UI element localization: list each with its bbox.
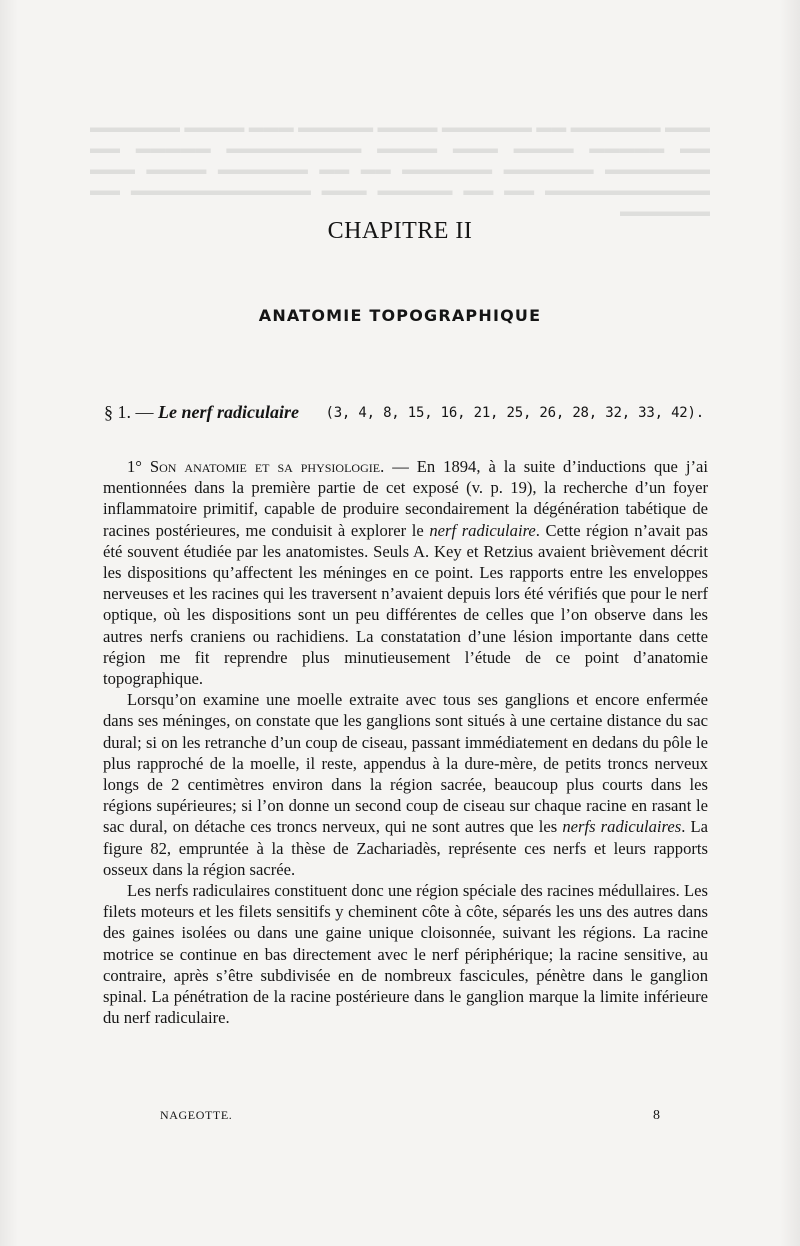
chapter-title: CHAPITRE II — [327, 218, 473, 244]
heading-references: (3, 4, 8, 15, 16, 21, 25, 26, 28, 32, 33, 42). — [325, 405, 704, 421]
paragraph-3: Les nerfs radiculaires constituent donc une région spéciale des racines médullaires. Les filets moteurs et les filets sensitifs y cheminent côte à côte, séparés les uns des autres dans des gaines isolées ou dans une gaine unique cloisonnée, suivant les régions. La racine motrice se continue en bas directement avec le nerf périphérique; la racine sensitive, au contraire, après s’être subdivisée en de nombreux fascicules, pénètre dans le ganglion spinal. La pénétration de la racine postérieure dans le ganglion marque la limite inférieure du nerf radiculaire. — [103, 881, 708, 1028]
page-number: 8 — [653, 1108, 660, 1123]
paragraph-1-emphasis: nerf radiculaire — [429, 520, 536, 540]
paragraph-2-text-a: Lorsqu’on examine une moelle extraite avec tous ses ganglions et encore enfermée dans ses méninges, on constate que les ganglions sont situés à une certaine distance du sac dural; si on les retranche d’un coup de ciseau, passant immédiatement en dedans du pôle le plus rapproché de la moelle, il reste, appendus à la dure-mère, de petits troncs nerveux longs de 2 centimètres environ dans la région sacrée, beaucoup plus courts dans les régions supérieures; si l’on donne un second coup de ciseau sur chaque racine en rasant le sac dural, on détache ces troncs nerveux, qui ne sont autres que les — [103, 690, 708, 837]
section-heading — [104, 402, 704, 423]
paragraph-1-lead: 1° Son anatomie et sa physiologie. — [127, 457, 385, 476]
footer-signature: NAGEOTTE. — [160, 1108, 233, 1122]
paragraph-2-text-b: . La figure 82, empruntée à la thèse de Zachariadès, représente ces nerfs et leurs rapports osseux dans la région sacrée. — [103, 817, 708, 879]
heading-label — [104, 402, 299, 423]
heading-number: § 1. — — [104, 402, 154, 422]
body-text — [103, 456, 708, 1028]
bleed-through-text: ▬▬▬ ▬▬▬▬▬▬ ▬▬ ▬▬▬▬▬▬ ▬▬▬▬ ▬▬▬▬▬ ▬▬▬ ▬▬▬▬ ▬▬▬▬▬▬ ▬▬ ▬▬▬▬▬ ▬▬▬▬ ▬▬▬ ▬▬▬▬ ▬▬▬▬▬▬▬▬▬ ▬▬▬▬▬ ▬▬ ▬▬▬▬▬▬▬ ▬▬▬▬▬▬ ▬▬▬▬▬▬ ▬▬ ▬▬ ▬▬▬▬▬▬ ▬▬▬▬ ▬▬▬ ▬▬▬▬▬▬▬▬▬▬▬ ▬▬ ▬▬ ▬▬▬▬▬ ▬▬▬ ▬▬▬▬▬▬▬▬▬▬▬▬ ▬▬ ▬▬▬▬▬▬ — [90, 120, 710, 220]
heading-title: Le nerf radiculaire — [158, 402, 299, 422]
paragraph-1-text-b: . Cette région n’avait pas été souvent étudiée par les anatomistes. Seuls A. Key et Retzius avaient brièvement décrit les dispositions qu’affectent les méninges en ce point. Les rapports entre les enveloppes nerveuses et les racines qui les traversent n’avaient depuis lors été vérifiés que pour le nerf optique, où les dispositions sont un peu différentes de celles que l’on observe dans les autres nerfs craniens ou rachidiens. La constatation d’une lésion importante dans cette région me fit reprendre plus minutieusement l’étude de ce point d’anatomie topographique. — [103, 520, 708, 689]
section-title: ANATOMIE TOPOGRAPHIQUE — [258, 306, 542, 325]
paragraph-2 — [103, 689, 708, 880]
paragraph-1-text-a: — En 1894, à la suite d’inductions que j’ai mentionnées dans la première partie de cet exposé (v. p. 19), la recherche d’un foyer inflammatoire primitif, capable de produire secondairement la dégénération tabétique de racines postérieures, me conduisit à explorer le — [103, 457, 708, 540]
page-footer — [160, 1108, 660, 1124]
paragraph-2-emphasis: nerfs radiculaires — [562, 817, 682, 837]
paragraph-1 — [103, 456, 708, 689]
